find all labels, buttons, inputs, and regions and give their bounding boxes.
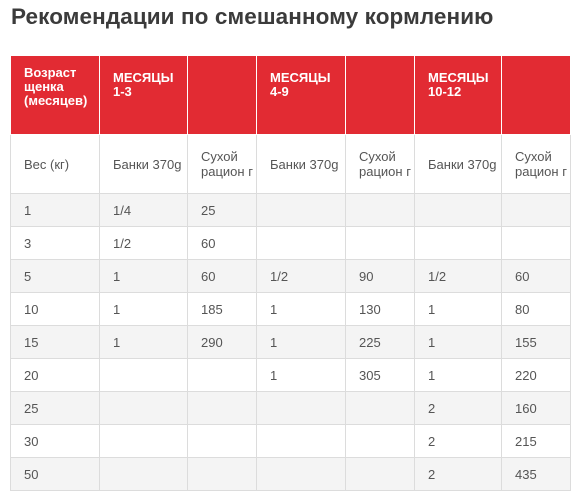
subheader-dry: Сухой рацион г	[502, 135, 571, 194]
subheader-weight: Вес (кг)	[11, 135, 100, 194]
table-cell: 25	[188, 194, 257, 227]
table-row	[11, 392, 571, 425]
table-row	[11, 425, 571, 458]
table-cell	[188, 359, 257, 392]
header-row	[11, 56, 571, 135]
table-cell	[188, 392, 257, 425]
table-cell: 60	[188, 260, 257, 293]
table-cell	[188, 425, 257, 458]
table-cell	[100, 359, 188, 392]
table-cell: 1	[415, 293, 502, 326]
subheader-dry: Сухой рацион г	[188, 135, 257, 194]
subheader-dry: Сухой рацион г	[346, 135, 415, 194]
table-cell: 60	[502, 260, 571, 293]
subheader-cans: Банки 370g	[415, 135, 502, 194]
table-cell: 1	[257, 326, 346, 359]
table-cell	[346, 425, 415, 458]
table-cell	[100, 458, 188, 491]
table-cell: 1	[100, 293, 188, 326]
table-cell	[346, 194, 415, 227]
table-cell: 215	[502, 425, 571, 458]
table-cell: 155	[502, 326, 571, 359]
table-cell: 80	[502, 293, 571, 326]
feeding-table	[10, 55, 571, 491]
table-cell: 1	[100, 260, 188, 293]
table-cell	[257, 227, 346, 260]
table-cell: 130	[346, 293, 415, 326]
table-cell: 1	[257, 293, 346, 326]
table-cell: 1/2	[100, 227, 188, 260]
table-cell: 1/2	[415, 260, 502, 293]
table-cell: 1/2	[257, 260, 346, 293]
table-cell: 2	[415, 425, 502, 458]
table-row	[11, 293, 571, 326]
table-row	[11, 260, 571, 293]
page-title: Рекомендации по смешанному кормлению	[11, 4, 494, 29]
table-cell: 1/4	[100, 194, 188, 227]
header-age: Возраст щенка (месяцев)	[11, 56, 100, 135]
table-row	[11, 326, 571, 359]
table-cell: 1	[100, 326, 188, 359]
header-empty	[346, 56, 415, 135]
table-row	[11, 227, 571, 260]
table-cell: 90	[346, 260, 415, 293]
header-months-4-9: МЕСЯЦЫ 4-9	[257, 56, 346, 135]
table-cell	[415, 194, 502, 227]
table-cell	[257, 392, 346, 425]
table-cell	[346, 227, 415, 260]
subheader-cans: Банки 370g	[257, 135, 346, 194]
table-cell	[415, 227, 502, 260]
table-cell: 1	[415, 359, 502, 392]
table-cell: 160	[502, 392, 571, 425]
table-cell	[502, 227, 571, 260]
table-cell: 225	[346, 326, 415, 359]
table-row	[11, 194, 571, 227]
table-cell: 60	[188, 227, 257, 260]
table-row	[11, 458, 571, 491]
table-cell	[346, 392, 415, 425]
table-cell: 1	[257, 359, 346, 392]
table-cell: 10	[11, 293, 100, 326]
table-cell	[188, 458, 257, 491]
table-cell	[257, 194, 346, 227]
table-cell: 2	[415, 458, 502, 491]
header-empty	[188, 56, 257, 135]
table-row	[11, 359, 571, 392]
table-cell: 20	[11, 359, 100, 392]
subheader-row	[11, 135, 571, 194]
table-cell: 30	[11, 425, 100, 458]
header-months-1-3: МЕСЯЦЫ 1-3	[100, 56, 188, 135]
table-cell	[346, 458, 415, 491]
table-cell: 1	[415, 326, 502, 359]
header-months-10-12: МЕСЯЦЫ 10-12	[415, 56, 502, 135]
table-cell: 50	[11, 458, 100, 491]
table-cell: 435	[502, 458, 571, 491]
table-cell	[257, 425, 346, 458]
table-cell	[257, 458, 346, 491]
table-cell	[100, 392, 188, 425]
table-cell: 2	[415, 392, 502, 425]
table-cell: 5	[11, 260, 100, 293]
table-cell: 290	[188, 326, 257, 359]
table-cell: 1	[11, 194, 100, 227]
table-cell: 3	[11, 227, 100, 260]
table-cell	[100, 425, 188, 458]
table-cell: 185	[188, 293, 257, 326]
table-cell	[502, 194, 571, 227]
header-empty	[502, 56, 571, 135]
table-cell: 305	[346, 359, 415, 392]
table-cell: 15	[11, 326, 100, 359]
table-cell: 25	[11, 392, 100, 425]
subheader-cans: Банки 370g	[100, 135, 188, 194]
table-cell: 220	[502, 359, 571, 392]
